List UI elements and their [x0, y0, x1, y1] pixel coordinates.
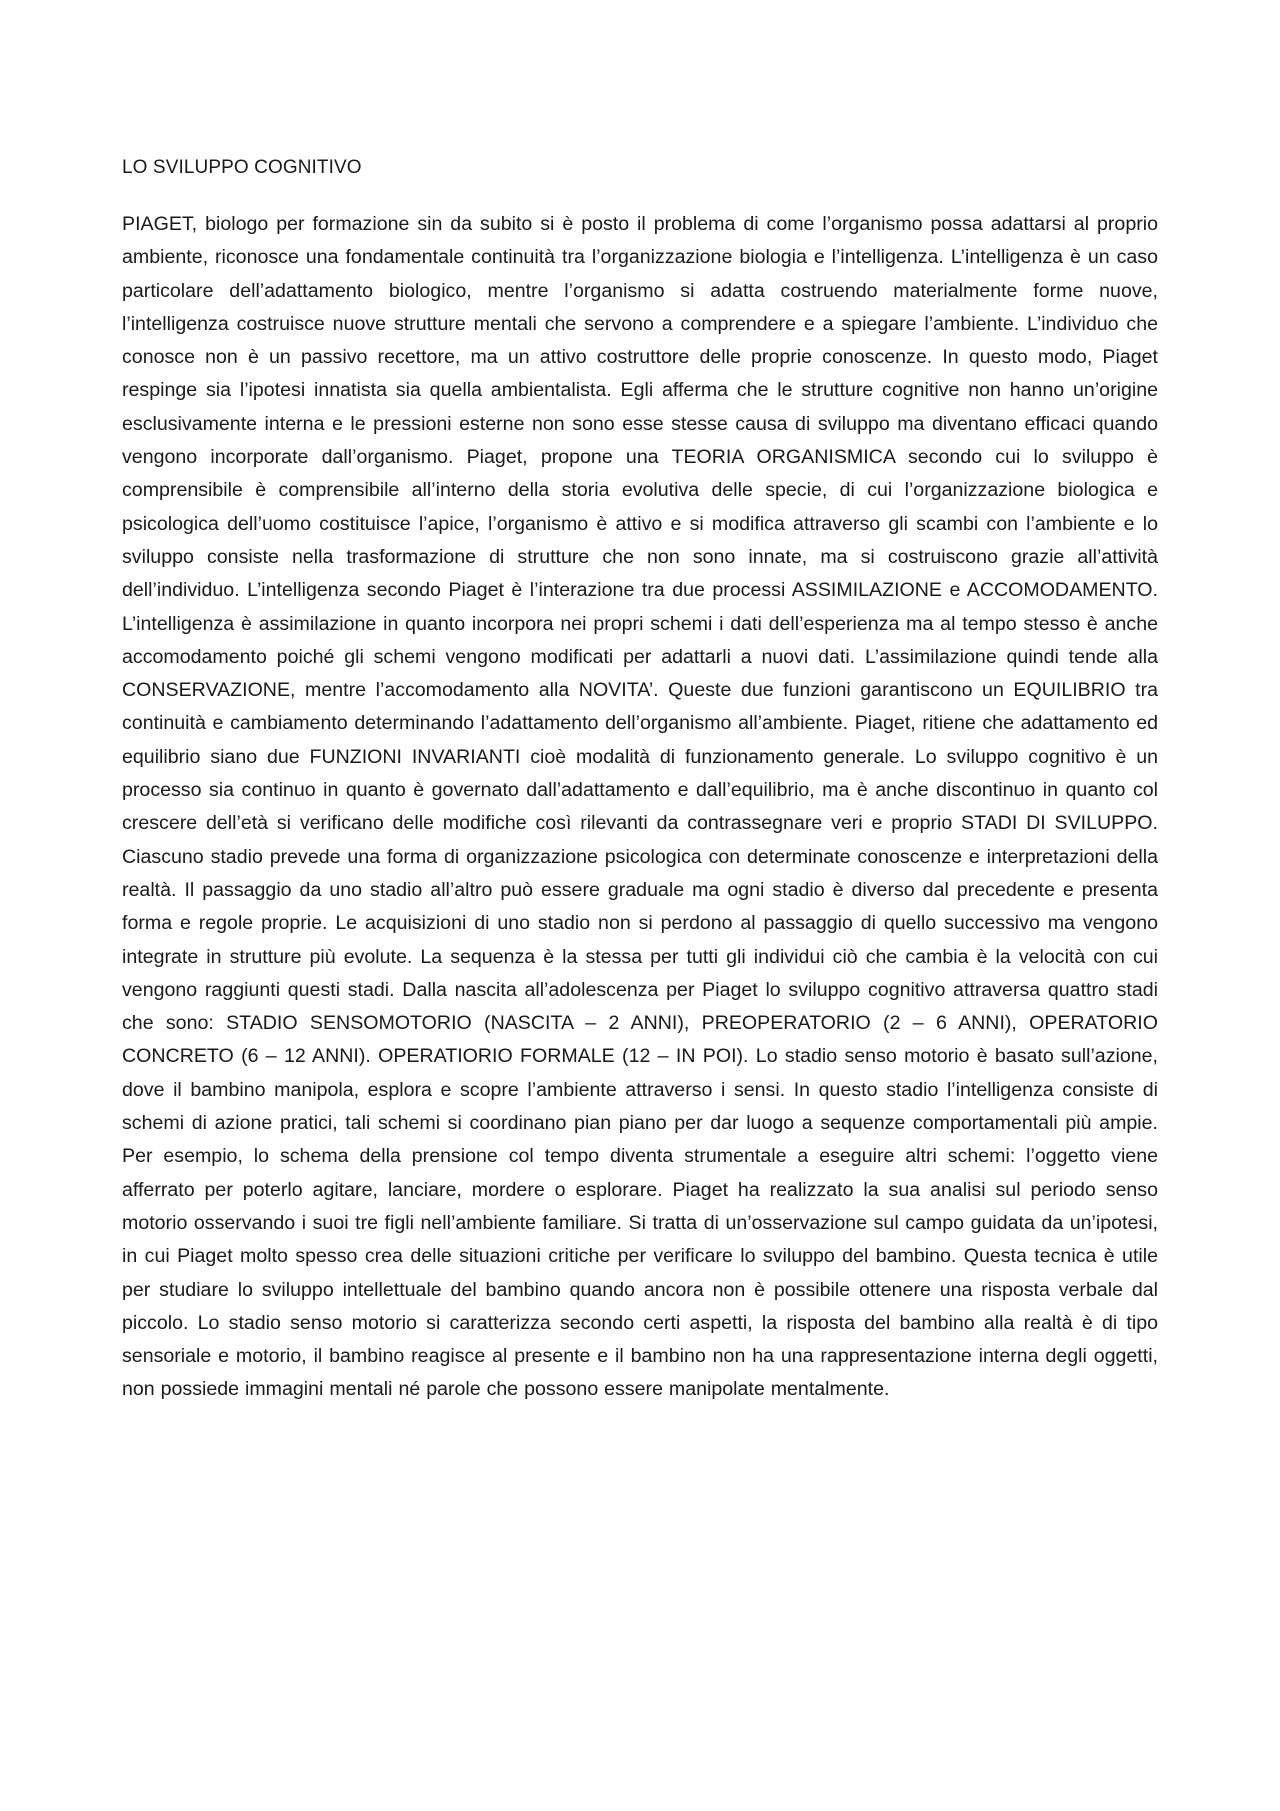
document-title: LO SVILUPPO COGNITIVO — [122, 157, 362, 178]
document-body-paragraph: PIAGET, biologo per formazione sin da subito si è posto il problema di come l’organismo possa adattarsi al proprio ambiente, riconosce una fondamentale continuità tra l’organizzazione biologia e l’intelligenza. L’intelligenza è un caso particolare dell’adattamento biologico, mentre l’organismo si adatta costruendo materialmente forme nuove, l’intelligenza costruisce nuove strutture mentali che servono a comprendere e a spiegare l’ambiente. L’individuo che conosce non è un passivo recettore, ma un attivo costruttore delle proprie conoscenze. In questo modo, Piaget respinge sia l’ipotesi innatista sia quella ambientalista. Egli afferma che le strutture cognitive non hanno un’origine esclusivamente interna e le pressioni esterne non sono esse stesse causa di sviluppo ma diventano efficaci quando vengono incorporate dall’organismo. Piaget, propone una TEORIA ORGANISMICA secondo cui lo sviluppo è comprensibile è comprensibile all’interno della storia evolutiva delle specie, di cui l’organizzazione biologica e psicologica dell’uomo costituisce l’apice, l’organismo è attivo e si modifica attraverso gli scambi con l’ambiente e lo sviluppo consiste nella trasformazione di strutture che non sono innate, ma si costruiscono grazie all’attività dell’individuo. L’intelligenza secondo Piaget è l’interazione tra due processi ASSIMILAZIONE e ACCOMODAMENTO. L’intelligenza è assimilazione in quanto incorpora nei propri schemi i dati dell’esperienza ma al tempo stesso è anche accomodamento poiché gli schemi vengono modificati per adattarli a nuovi dati. L’assimilazione quindi tende alla CONSERVAZIONE, mentre l’accomodamento alla NOVITA’. Queste due funzioni garantiscono un EQUILIBRIO tra continuità e cambiamento determinando l’adattamento dell’organismo all’ambiente. Piaget, ritiene che adattamento ed equilibrio siano due FUNZIONI INVARIANTI cioè modalità di funzionamento generale. Lo sviluppo cognitivo è un processo sia continuo in quanto è governato dall’adattamento e dall’equilibrio, ma è anche discontinuo in quanto col crescere dell’età si verificano delle modifiche così rilevanti da contrassegnare veri e proprio STADI DI SVILUPPO. Ciascuno stadio prevede una forma di organizzazione psicologica con determinate conoscenze e interpretazioni della realtà. Il passaggio da uno stadio all’altro può essere graduale ma ogni stadio è diverso dal precedente e presenta forma e regole proprie. Le acquisizioni di uno stadio non si perdono al passaggio di quello successivo ma vengono integrate in strutture più evolute. La sequenza è la stessa per tutti gli individui ciò che cambia è la velocità con cui vengono raggiunti questi stadi. Dalla nascita all’adolescenza per Piaget lo sviluppo cognitivo attraversa quattro stadi che sono: STADIO SENSOMOTORIO (NASCITA – 2 ANNI), PREOPERATORIO (2 – 6 ANNI), OPERATORIO CONCRETO (6 – 12 ANNI). OPERATIORIO FORMALE (12 – IN POI). Lo stadio senso motorio è basato sull’azione, dove il bambino manipola, esplora e scopre l’ambiente attraverso i sensi. In questo stadio l’intelligenza consiste di schemi di azione pratici, tali schemi si coordinano pian piano per dar luogo a sequenze comportamentali più ampie. Per esempio, lo schema della prensione col tempo diventa strumentale a eseguire altri schemi: l’oggetto viene afferrato per poterlo agitare, lanciare, mordere o esplorare. Piaget ha realizzato la sua analisi sul periodo senso motorio osservando i suoi tre figli nell’ambiente familiare. Si tratta di un’osservazione sul campo guidata da un’ipotesi, in cui Piaget molto spesso crea delle situazioni critiche per verificare lo sviluppo del bambino. Questa tecnica è utile per studiare lo sviluppo intellettuale del bambino quando ancora non è possibile ottenere una risposta verbale dal piccolo. Lo stadio senso motorio si caratterizza secondo certi aspetti, la risposta del bambino alla realtà è di tipo sensoriale e motorio, il bambino reagisce al presente e il bambino non ha una rappresentazione interna degli oggetti, non possiede immagini mentali né parole che possono essere manipolate mentalmente. — [122, 213, 1158, 1401]
